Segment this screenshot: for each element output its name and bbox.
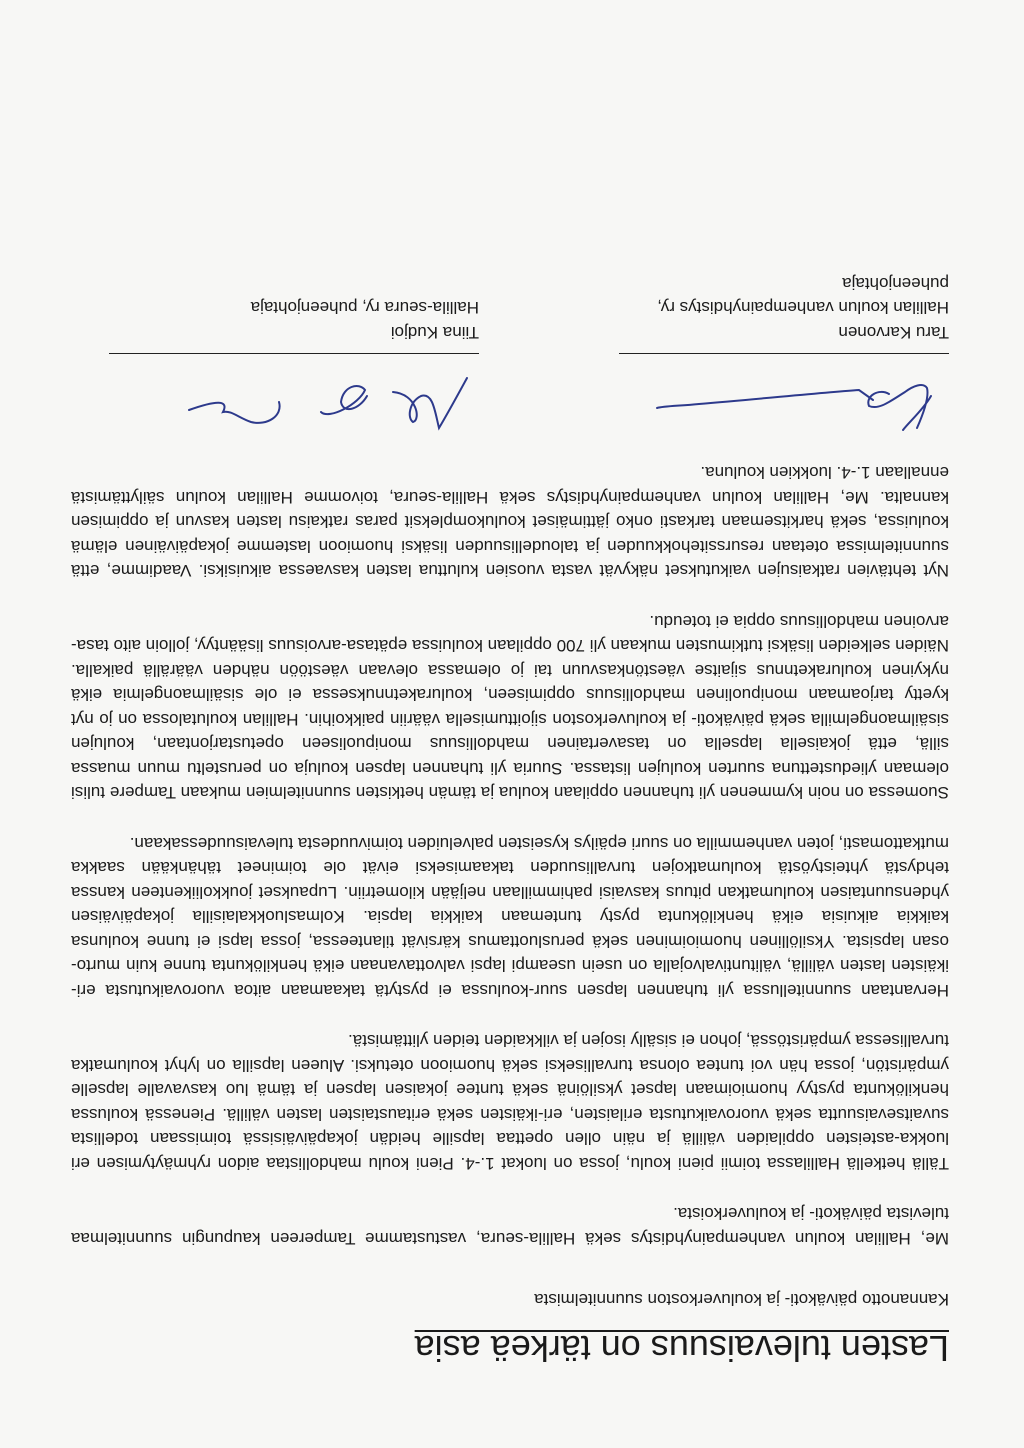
signature-left	[619, 370, 949, 440]
letter-content	[71, 210, 949, 1370]
signature-line-left	[619, 353, 949, 354]
paragraph-3: Suomessa on noin kymmenen yli tuhannen oppilaan koulua ja tämän hetkisten suunnitelmien mukaan Tampere tulisi olemaan yliedustettuna suurten koulujen listassa. Suuria yli tuhannen lapsen kouluja on perusteltu muun muassa sillä, että jokaisella lapsella on tasavertainen mahdollisuus monipuoliseen opetustarjontaan, koulujen sisäilmaongelmilla sekä päiväkoti- ja kouluverkoston sijoittumisella vääriin paikkoihin. Hallilan koulutalossa on jo nyt kyetty tarjoamaan monipuolinen mahdollisuus oppimiseen, kouluraketnnuksessa ei ole sisäilmaongelmia eikä nykyinen kouluraketnnus sijaitse väestönkasvuun tai jo olemassa olevaan väestöön nähden väärällä paikalla. Näiden selkeiden lisäksi tutkimusten mukaan yli 700 oppilaan kouluissa epätasa-arvoisuus lisääntyy, jolloin aito tasa-arvoinen mahdollisuus oppia ei toteudu.	[71, 612, 949, 803]
paragraph-4: Nyt tehtävien ratkaisujen vaikutukset näkyvät vasta vuosien kuluttua lasten kasvaessa aikuisiksi. Vaadimme, että suunnitelmissa otetaan resurssitehokkuuden ja taloudellisuuden lisäksi huomioon lastemme jokapäiväinen elämä kouluissa, sekä harkitsemaan tarkasti onko jättimäiset koulukompleksit paras ratkaisu lasten kasvun ja oppimisen kannalta. Me, Hallilan koulun vanhempainyhdistys sekä Hallila-seura, toivomme Hallilan koulun säilyttämistä ennallaan 1.-4. luokkien kouluna.	[71, 463, 949, 581]
signature-line-right	[109, 353, 479, 354]
signature-right	[159, 370, 479, 440]
letter-subtitle: Kannanotto päiväkoti- ja kouluverkoston suunnitelmista	[534, 1290, 949, 1309]
signer-right	[99, 295, 479, 344]
signer-right-org: Hallila-seura ry, puheenjohtaja	[250, 298, 479, 318]
intro-paragraph: Me, Hallilan koulun vanhempainyhdistys sekä Hallila-seura, vastustamme Tampereen kaupungin suunnitelmaa tulevista päiväkoti- ja kouluverkoista.	[71, 1204, 949, 1248]
letter-title: Lasten tulevaisuus on tärkeä asia	[414, 1328, 949, 1369]
signer-left-role: puheenjohtaja	[842, 274, 949, 293]
paragraph-1: Tällä hetkellä Hallilassa toimii pieni koulu, jossa on luokat 1.-4. Pieni koulu mahdollistaa aidon ryhmäytymisen eri luokka-asteisten oppilaiden välillä ja näin ollen opettaa lapsille heidän jokapäiväisissä toimissaan todellista suvaitsevaisuutta sekä vuorovaikutusta erilaisten, eri-ikäisten sekä eritaustaisten lasten välillä. Pienessä koulussa henkilökunta pystyy huomioimaan lapset yksilöinä sekä tuntee jokaisen lapsen ja tämä luo kasvavalle lapselle ympäristön, jossa hän voi tuntea olonsa turvalliseksi sekä huomioon otetuksi. Alueen lapsilla on lyhyt koulumatka turvallisessa ympäristössä, johon ei sisälly isojen ja vilkkaiden teiden ylittämistä.	[71, 1031, 949, 1173]
paragraph-2: Hervantaan suunnitellussa yli tuhannen lapsen suur-koulussa ei pystytä takaamaan aitoa vuorovaikutusta eri-ikäisten lasten välillä, välituntivalvojalla on usein useampi lapsi valvottavanaan eikä henkilökunta tunne kuin murto-osan lapsista. Yksilöllinen huomioiminen sekä perusluottamus kärsivät tilanteessa, jossa lapsi ei tunne koulunsa kaikkia aikuisia eikä henkilökunta pysty tuntemaan kaikkia lapsia. Kolmasluokkalaisilla jokapäiväisen yhdensuuntaisen koulumatkan pituus kasvaisi pahimmillaan neljään kilometriin. Lupaukset joukkoliikenteen kanssa tehdystä yhteistyöstä koulumatkojen turvallisuuden takaamiseksi eivät ole toimineet tähänkään saakka mutkattomasti, joten vanhemmilla on suuri epäilys kyseisten palveluiden toimivuudesta tulevaisuudessakaan.	[71, 834, 949, 1000]
signer-left-org: Hallilan koulun vanhempainyhdistys ry,	[657, 298, 949, 318]
signer-left	[609, 271, 949, 345]
signature-area	[71, 210, 949, 440]
signer-right-name: Tiina Kudjoi	[390, 323, 479, 342]
signer-left-name: Taru Karvonen	[838, 323, 949, 342]
